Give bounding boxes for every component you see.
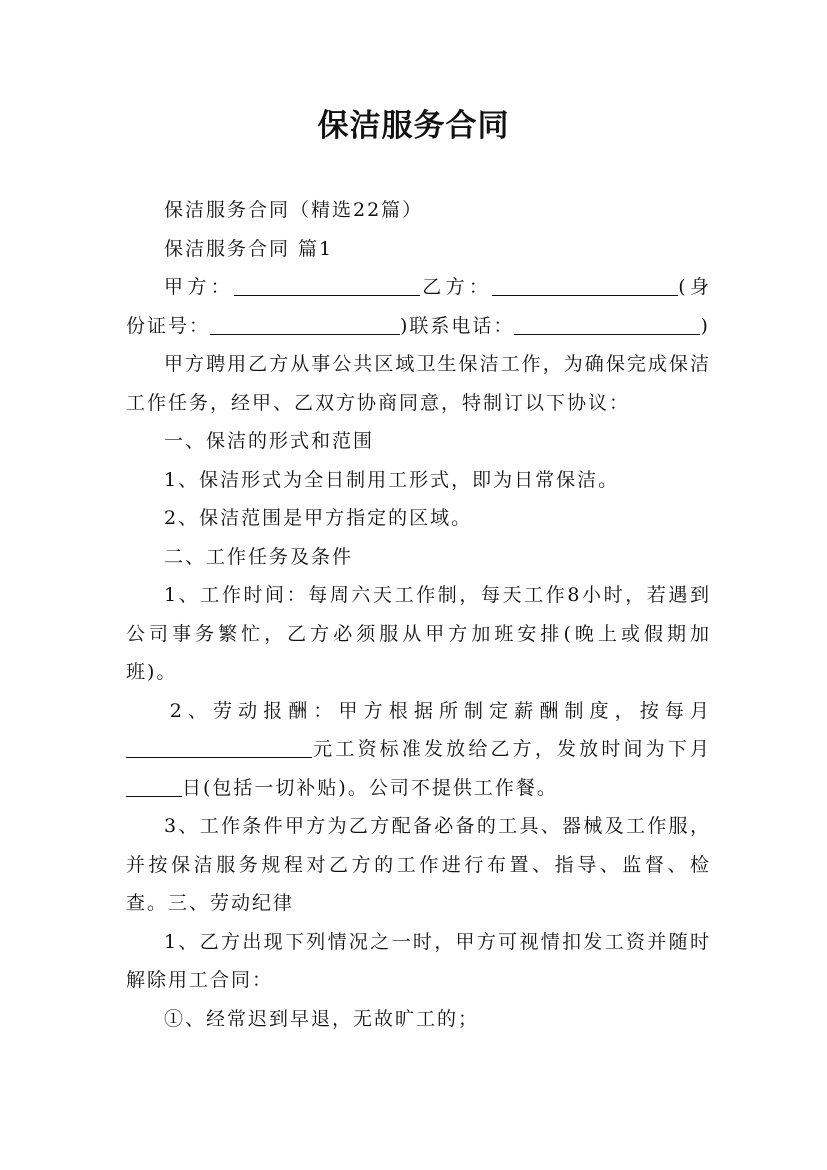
section-1-heading: 一、保洁的形式和范围 <box>164 430 375 452</box>
section-2-item-1: 1、工作时间：每周六天工作制，每天工作8小时，若遇到公司事务繁忙，乙方必须服从甲方加班安排(晚上或假期加班)。 <box>126 584 711 683</box>
document-body <box>126 191 711 1038</box>
salary-amount-blank <box>126 738 312 758</box>
section-1-item-2: 2、保洁范围是甲方指定的区域。 <box>164 507 473 529</box>
parties-line <box>126 268 711 345</box>
phone-close: ) <box>700 314 710 337</box>
salary-text-pre: 2、劳动报酬：甲方根据所制定薪酬制度，按每月 <box>169 699 711 722</box>
section-3-item-1: 1、乙方出现下列情况之一时，甲方可视情扣发工资并随时解除用工合同： <box>126 930 711 991</box>
intro-paragraph: 甲方聘用乙方从事公共区域卫生保洁工作，为确保完成保洁工作任务，经甲、乙双方协商同意，特制订以下协议： <box>126 353 711 414</box>
phone-label: )联系电话： <box>400 314 515 337</box>
id-blank <box>210 315 400 335</box>
section-3-sub-1: ①、经常迟到早退，无故旷工的； <box>164 1007 480 1030</box>
party-b-blank <box>492 276 678 296</box>
pay-day-blank <box>126 777 182 797</box>
section-1-item-1: 1、保洁形式为全日制用工形式，即为日常保洁。 <box>164 468 620 491</box>
document-title: 保洁服务合同 <box>317 108 510 144</box>
section-2-item-2 <box>126 692 711 808</box>
subtitle: 保洁服务合同（精选22篇） <box>164 199 424 221</box>
section-2-item-3: 3、工作条件甲方为乙方配备必备的工具、器械及工作服，并按保洁服务规程对乙方的工作进行布置、指导、监督、检查。三、劳动纪律 <box>126 815 711 914</box>
section-heading: 保洁服务合同 篇1 <box>164 237 334 260</box>
party-a-label: 甲方： <box>164 276 234 298</box>
phone-blank <box>514 315 700 335</box>
salary-text-mid: 元工资标准发放给乙方，发放时间为下月 <box>312 738 711 760</box>
id-label: (身份证号： <box>126 276 711 337</box>
party-a-blank <box>234 276 420 296</box>
section-2-heading: 二、工作任务及条件 <box>164 545 354 568</box>
party-b-label: 乙方： <box>419 276 493 298</box>
salary-text-post: 日(包括一切补贴)。公司不提供工作餐。 <box>182 776 558 799</box>
